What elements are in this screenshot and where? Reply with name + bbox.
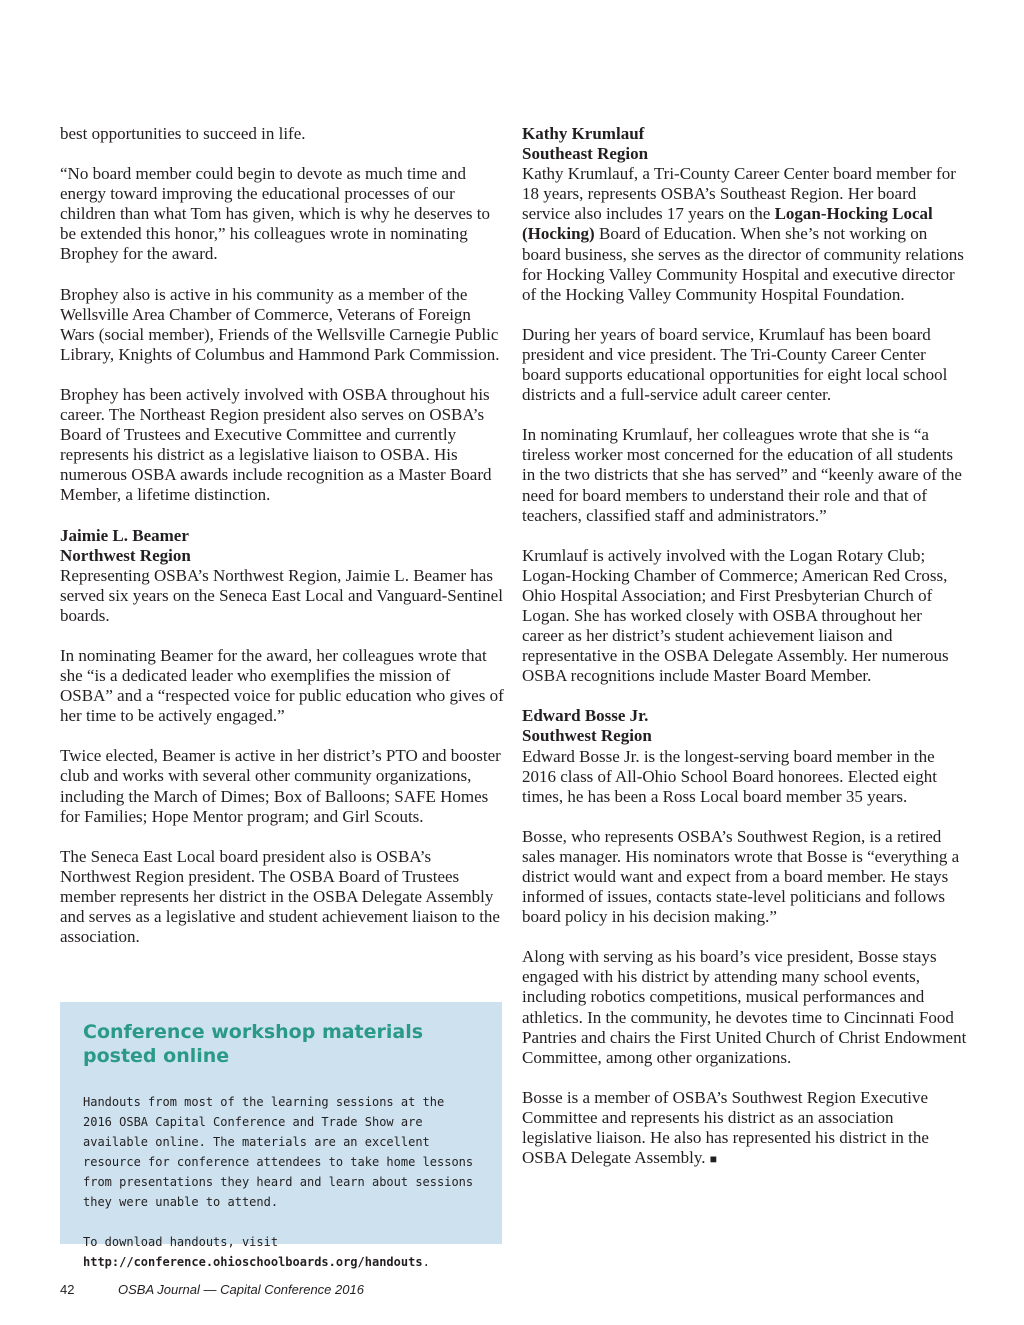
- paragraph: best opportunities to succeed in life.: [60, 124, 306, 143]
- paragraph: Krumlauf is actively involved with the Logan Rotary Club; Logan-Hocking Chamber of Commerce; American Red Cross, Ohio Hospital Association; and First Presbyterian Church of Logan. She has worked closely with OSBA throughout her career as her district’s student achievement liaison and representative in the OSBA Delegate Assembly. Her numerous OSBA recognitions include Master Board Member.: [522, 545, 949, 686]
- paragraph: The Seneca East Local board president also is OSBA’s Northwest Region president. The OSBA Board of Trustees member represents her district in the OSBA Delegate Assembly and serves as a legislative and student achievement liaison to the association.: [60, 846, 500, 947]
- paragraph: In nominating Krumlauf, her colleagues wrote that she is “a tireless worker most concerned for the education of all students in the two districts that she has served” and “keenly aware of the need for board members to understand their role and that of teachers, classified staff and administrators.”: [522, 425, 962, 525]
- sidebar-download: [83, 1232, 478, 1272]
- handouts-link[interactable]: http://conference.ohioschoolboards.org/handouts: [83, 1255, 423, 1269]
- page-number: 42: [60, 1282, 75, 1297]
- honoree-region: Southwest Region: [522, 726, 652, 746]
- honoree-name: Kathy Krumlauf: [522, 124, 645, 143]
- honoree-region: Southeast Region: [522, 144, 649, 164]
- paragraph: “No board member could begin to devote as much time and energy toward improving the educational processes of our children than what Tom has given, which is why he deserves to be extended this honor,” his colleagues wrote in nominating Brophey for the award.: [60, 164, 491, 264]
- paragraph: Brophey has been actively involved with OSBA throughout his career. The Northeast Region president also serves on OSBA’s Board of Trustees and Executive Committee and currently represents his district as a legislative liaison to OSBA. His numerous OSBA awards include recognition as a Master Board Member, a lifetime distinction.: [60, 384, 492, 505]
- download-text: To download handouts, visit: [83, 1235, 279, 1249]
- paragraph: Brophey also is active in his community as a member of the Wellsville Area Chamber of Commerce, Veterans of Foreign Wars (social member), Friends of the Wellsville Carnegie Public Library, Knights of Columbus and Hammond Park Commission.: [60, 284, 500, 364]
- paragraph: Bosse, who represents OSBA’s Southwest Region, is a retired sales manager. His nominators wrote that Bosse is “everything a district would want and expect from a board member. He stays informed of issues, contacts state-level politicians and follows board policy in his decision making.”: [522, 826, 960, 927]
- paragraph: [522, 164, 967, 305]
- honoree-name: Jaimie L. Beamer: [60, 525, 189, 545]
- text: Bosse is a member of OSBA’s Southwest Region Executive Committee and represents his district as an association legislative liaison. He also has represented his district in the OSBA Delegate Assembly.: [522, 1087, 929, 1168]
- page-footer: [60, 1282, 364, 1297]
- paragraph: In nominating Beamer for the award, her colleagues wrote that she “is a dedicated leader who exemplifies the mission of OSBA” and a “respected voice for public education who gives of her time to be actively engaged.”: [60, 645, 504, 726]
- sidebar-title: Conference workshop materials posted online: [83, 1021, 424, 1067]
- left-column: [60, 124, 505, 967]
- paragraph: Representing OSBA’s Northwest Region, Jaimie L. Beamer has served six years on the Seneca East Local and Vanguard-Sentinel boards.: [60, 565, 503, 625]
- period: .: [422, 1255, 430, 1269]
- paragraph: During her years of board service, Krumlauf has been board president and vice president. The Tri-County Career Center board supports educational opportunities for eight local school districts and a full-service adult career center.: [522, 324, 948, 405]
- paragraph: [522, 1088, 967, 1169]
- paragraph: Edward Bosse Jr. is the longest-serving board member in the 2016 class of All-Ohio School Board honorees. Elected eight times, he has been a Ross Local board member 35 years.: [522, 746, 937, 806]
- end-mark-icon: ■: [709, 1152, 718, 1167]
- honoree-name: Edward Bosse Jr.: [522, 706, 649, 726]
- publication-title: OSBA Journal — Capital Conference 2016: [118, 1282, 364, 1297]
- sidebar-body: Handouts from most of the learning sessions at the 2016 OSBA Capital Conference and Trade Show are available online. The materials are an excellent resource for conference attendees to take home lessons from presentations they heard and learn about sessions they were unable to attend.: [83, 1095, 474, 1209]
- paragraph: Along with serving as his board’s vice president, Bosse stays engaged with his district by attending many school events, including robotics competitions, musical performances and athletics. In the community, he devotes time to Cincinnati Food Pantries and chairs the First United Church of Christ Endowment Committee, among other organizations.: [522, 947, 967, 1067]
- text: Board of Education. When she’s not working on board business, she serves as the director of community relations for Hocking Valley Community Hospital and executive director of the Hocking Valley Community Hospital Foundation.: [522, 224, 964, 304]
- right-column: [522, 124, 967, 1189]
- district-name: Logan-Hocking Local (Hocking): [522, 204, 933, 244]
- paragraph: Twice elected, Beamer is active in her district’s PTO and booster club and works with several other community organizations, including the March of Dimes; Box of Balloons; SAFE Homes for Families; Hope Mentor program; and Girl Scouts.: [60, 746, 501, 826]
- honoree-region: Northwest Region: [60, 545, 191, 565]
- text: Kathy Krumlauf, a Tri-County Career Center board member for 18 years, represents OSBA’s Southeast Region. Her board service also includes 17 years on the: [522, 164, 956, 224]
- conference-materials-sidebar: [60, 1002, 502, 1269]
